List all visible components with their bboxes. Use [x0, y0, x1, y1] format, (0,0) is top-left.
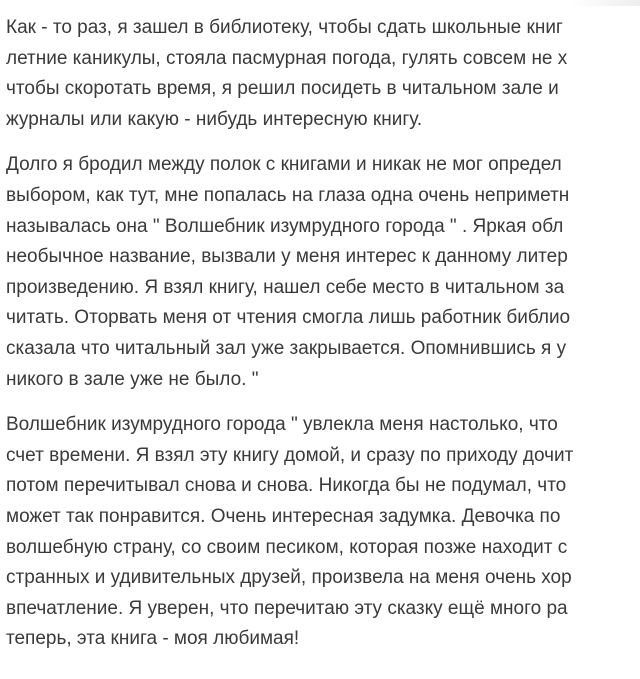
- text-line: может так понравится. Очень интересная задумка. Девочка по: [6, 505, 561, 527]
- top-edge-artifact: [570, 0, 640, 6]
- paragraph-3: [6, 410, 640, 655]
- text-line: необычное название, вызвали у меня интерес к данному литер: [6, 246, 568, 268]
- text-line: летние каникулы, стояла пасмурная погода, гулять совсем не х: [6, 47, 568, 69]
- text-line: сказала что читальный зал уже закрывается. Опомнившись я у: [6, 337, 567, 359]
- text-line: теперь, эта книга - моя любимая!: [6, 628, 300, 650]
- document-body: [6, 13, 640, 670]
- text-line: журналы или какую - нибудь интересную книгу.: [6, 108, 423, 130]
- text-line: Долго я бродил между полок с книгами и никак не мог определ: [6, 154, 562, 176]
- text-line: потом перечитывал снова и снова. Никогда бы не подумал, что: [6, 475, 567, 497]
- text-line: волшебную страну, со своим песиком, которая позже находит с: [6, 536, 568, 558]
- text-line: Волшебник изумрудного города " увлекла меня настолько, что: [6, 414, 558, 436]
- paragraph-2: [6, 150, 640, 395]
- text-line: счет времени. Я взял эту книгу домой, и сразу по приходу дочит: [6, 444, 574, 466]
- text-line: называлась она " Волшебник изумрудного города " . Яркая обл: [6, 215, 564, 237]
- text-line: читать. Оторвать меня от чтения смогла лишь работник библио: [6, 307, 571, 329]
- text-line: выбором, как тут, мне попалась на глаза одна очень неприметн: [6, 184, 570, 206]
- text-line: произведению. Я взял книгу, нашел себе место в читальном за: [6, 276, 565, 298]
- text-line: чтобы скоротать время, я решил посидеть в читальном зале и: [6, 78, 559, 100]
- text-line: никого в зале уже не было. ": [6, 368, 259, 390]
- text-line: впечатление. Я уверен, что перечитаю эту сказку ещё много ра: [6, 597, 568, 619]
- text-line: Как - то раз, я зашел в библиотеку, чтобы сдать школьные книг: [6, 17, 563, 38]
- paragraph-1: [6, 13, 640, 135]
- text-line: странных и удивительных друзей, произвела на меня очень хор: [6, 567, 572, 589]
